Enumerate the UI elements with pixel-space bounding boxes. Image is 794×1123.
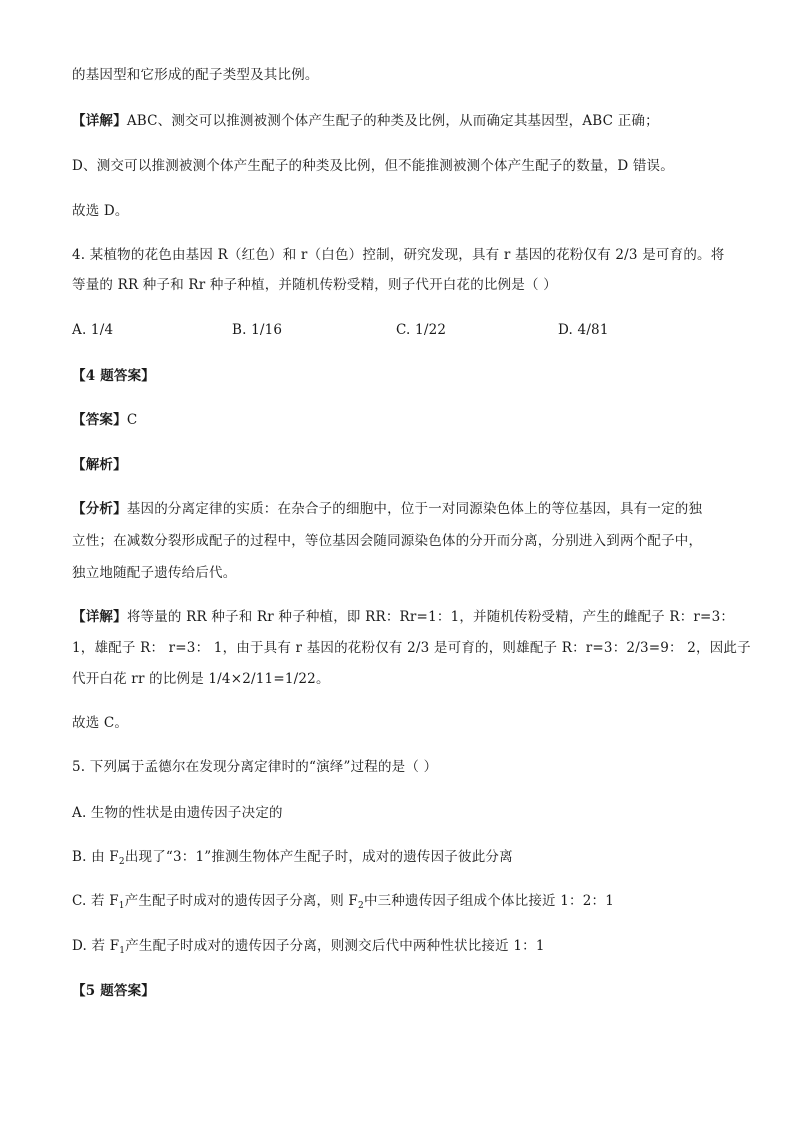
option-text: 产生配子时成对的遗传因子分离，则 F [124,893,358,909]
analysis-header: 【解析】 [72,457,127,473]
text-line [72,112,659,130]
text-line [72,456,127,474]
text-line [72,157,674,175]
option-text: 出现了“3：1”推测生物体产生配子时，成对的遗传因子彼此分离 [124,849,513,865]
option-d: D. 4/81 [558,322,609,338]
paragraph-text: 的基因型和它形成的配子类型及其比例。 [72,67,319,83]
option-c: C. 1/22 [396,322,447,338]
subscript: 1 [119,946,126,956]
option-a: A. 1/4 [72,322,114,338]
section-tag-detail: 【详解】 [72,609,127,625]
text-line [72,500,702,518]
text-line [72,639,751,657]
option-c [72,892,614,910]
paragraph-text: 独立地随配子遗传给后代。 [72,565,237,581]
paragraph-text: D、测交可以推测被测个体产生配子的种类及比例，但不能推测被测个体产生配子的数量，D 错误。 [72,158,674,174]
option-text: C. 若 F [72,893,119,909]
answer-value: C [126,412,138,428]
option-b [72,848,513,866]
text-line [72,982,155,1000]
question-text: 等量的 RR 种子和 Rr 种子种植，并随机传粉受精，则子代开白花的比例是（ ） [72,277,557,293]
option-a [72,804,283,822]
question-4-stem-line [72,276,557,294]
option-text: A. 生物的性状是由遗传因子决定的 [72,805,283,821]
text-line [72,66,319,84]
paragraph-text: 基因的分离定律的实质：在杂合子的细胞中，位于一对同源染色体上的等位基因，具有一定的独 [126,501,703,517]
section-tag-analysis: 【分析】 [72,501,127,517]
section-tag-detail: 【详解】 [72,113,127,129]
paragraph-text: ABC、测交可以推测被测个体产生配子的种类及比例，从而确定其基因型，ABC 正确； [126,113,659,129]
text-line [72,608,734,626]
text-line [72,411,137,429]
text-line [72,670,330,688]
conclusion-text: 故选 D。 [72,203,129,219]
option-b: B. 1/16 [232,322,283,338]
text-line [72,367,155,385]
text-line [72,532,702,550]
answer-header: 【4 题答案】 [72,368,155,384]
answer-tag: 【答案】 [72,412,127,428]
option-text: D. 若 F [72,938,120,954]
question-text: 5. 下列属于孟德尔在发现分离定律时的“演绎”过程的是（ ） [72,759,438,775]
question-5-stem-line [72,758,437,776]
text-line [72,714,128,732]
subscript: 2 [358,901,364,911]
text-line [72,202,129,220]
paragraph-text: 将等量的 RR 种子和 Rr 种子种植，即 RR：Rr=1：1，并随机传粉受精，产生的雌配子 R：r=3： [126,609,735,625]
paragraph-text: 立性；在减数分裂形成配子的过程中，等位基因会随同源染色体的分开而分离，分别进入到两个配子中， [72,533,703,549]
text-line [72,564,236,582]
question-text: 4. 某植物的花色由基因 R（红色）和 r（白色）控制，研究发现，具有 r 基因的花粉仅有 2/3 是可育的。将 [72,247,725,263]
answer-header: 【5 题答案】 [72,983,155,999]
option-text: B. 由 F [72,849,119,865]
option-text: 中三种遗传因子组成个体比接近 1：2：1 [363,893,614,909]
paragraph-text: 代开白花 rr 的比例是 1/4×2/11=1/22。 [72,671,330,687]
conclusion-text: 故选 C。 [72,715,129,731]
subscript: 1 [118,901,125,911]
subscript: 2 [118,857,125,867]
question-4-options [72,321,722,339]
paragraph-text: 1，雄配子 R： r=3： 1，由于具有 r 基因的花粉仅有 2/3 是可育的，则雄配子 R：r=3：2/3=9： 2，因此子 [72,640,751,656]
option-d [72,937,545,955]
option-text: 产生配子时成对的遗传因子分离，则测交后代中两种性状比接近 1：1 [125,938,545,954]
question-4-stem-line [72,246,724,264]
